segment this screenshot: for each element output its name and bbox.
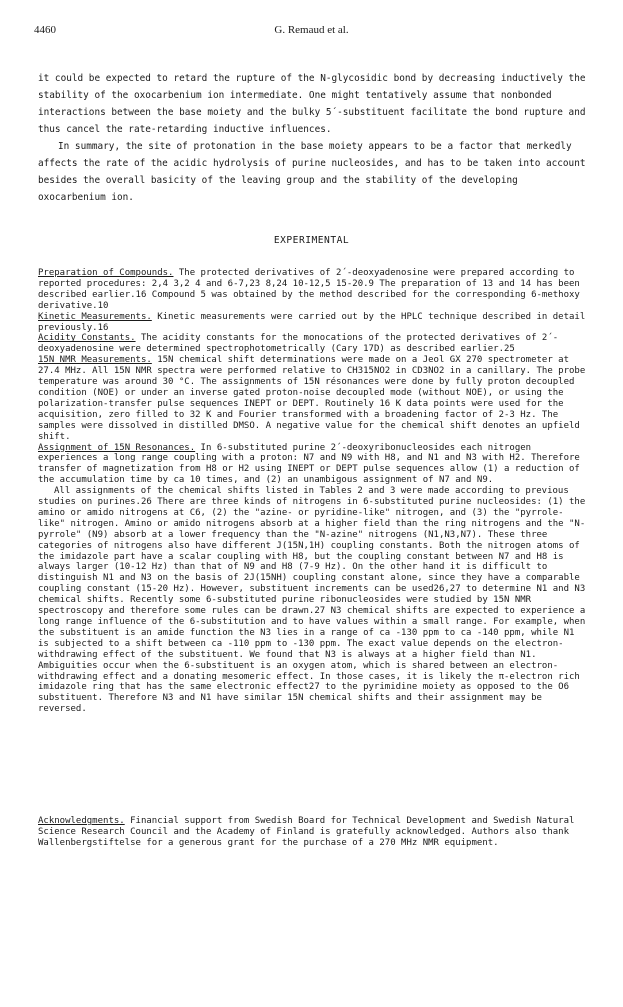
acknowledgments-paragraph [38, 816, 586, 849]
preparation-text: The protected derivatives of 2´-deoxyadenosine were prepared according to reported procedures: 2,4 3,2 4 and 6-7,23 8,24 10-12,5 15-20.9 The preparation of 13 and 14 has been described earlier.16 Compound 5 was obtained by the method described for the corresponding 6-methoxy derivative.10 [38, 268, 580, 311]
assignment-paragraph [38, 443, 586, 487]
discussion-paragraph: it could be expected to retard the rupture of the N-glycosidic bond by decreasing inductively the stability of the oxocarbenium ion intermediate. One might tentatively assume that nonbonded interactions between the base moiety and the bulky 5´-substituent facilitate the bond rupture and thus cancel the rate-retarding inductive influences. [38, 73, 586, 135]
acidity-text: The acidity constants for the monocations of the protected derivatives of 2´-deoxyadenosine were determined spectrophotometrically (Cary 17D) as described earlier.25 [38, 333, 559, 355]
nmr-paragraph [38, 355, 586, 442]
preparation-paragraph [38, 268, 586, 312]
kinetic-title: Kinetic Measurements. [38, 311, 152, 322]
page-number: 4460 [34, 24, 56, 36]
summary-paragraph: In summary, the site of protonation in the base moiety appears to be a factor that merkedly affects the rate of the acidic hydrolysis of purine nucleosides, and has to be taken into account besides the overall basicity of the leaving group and the stability of the developing oxocarbenium ion. [38, 141, 586, 203]
assignment-title: Assignment of 15N Resonances. [38, 442, 196, 453]
page-header [34, 24, 589, 40]
nmr-text: 15N chemical shift determinations were made on a Jeol GX 270 spectrometer at 27.4 MHz. All 15N NMR spectra were performed relative to CH315NO2 in CD3NO2 in a canillary. The probe temperature was around 30 °C. The assignments of 15N résonances were done by fully proton decoupled condition (NOE) or under an inverse gated proton-noise decoupled mode (without NOE), or using the polarization-transfer pulse sequences INEPT or DEPT. Routinely 16 K data points were used for the acquisition, zero filled to 32 K and Fourier transformed with a broadening factor of 2-3 Hz. The samples were dissolved in distilled DMSO. A negative value for the chemical shift denotes an upfield shift. [38, 355, 586, 442]
acidity-paragraph [38, 333, 586, 355]
discussion-conclusion [38, 70, 586, 206]
nmr-title: 15N NMR Measurements. [38, 355, 152, 366]
assignments-detail-paragraph: All assignments of the chemical shifts listed in Tables 2 and 3 were made according to previous studies on purines.26 There are three kinds of nitrogens in 6-substituted purine nucleosides: (1) the amino or amido nitrogens at C6, (2) the "azine- or pyridine-like" nitrogen, and (3) the "pyrrole-like" nitrogen. Amino or amido nitrogens absorb at a higher field than the ring nitrogens and the "N-pyrrole" (N9) absorb at a lower frequency than the "N-azine" nitrogens (N1,N3,N7). These three categories of nitrogens also have different J(15N,1H) coupling constants. Both the nitrogen atoms of the imidazole part have a scalar coupling with H8, but the coupling constant between N7 and H8 is always larger (10-12 Hz) than that of N9 and H8 (7-9 Hz). On the other hand it is difficult to distinguish N1 and N3 on the basis of 2J(15NH) coupling constant alone, since they have a comparable coupling constant (15-20 Hz). However, substituent increments can be used26,27 to determine N1 and N3 chemical shifts. Recently some 6-substituted purine ribonucleosides were studied by 15N NMR spectroscopy and therefore some rules can be drawn.27 N3 chemical shifts are expected to experience a long range influence of the 6-substitution and to have values within a small range. For example, when the substituent is an amide function the N3 lies in a range of ca -130 ppm to ca -140 ppm, while N1 is subjected to a shift between ca -110 ppm to -130 ppm. The exact value depends on the electron-withdrawing effect of the substituent. We found that N3 is always at a higher field than N1. Ambiguities occur when the 6-substituent is an oxygen atom, which is shared between an electron-withdrawing effect and a donating mesomeric effect. In those cases, it is likely the π-electron rich imidazole ring that has the same electronic effect27 to the pyrimidine moiety as opposed to the O6 substituent. Therefore N3 and N1 have similar 15N chemical shifts and their assignment may be reversed. [38, 486, 586, 715]
preparation-title: Preparation of Compounds. [38, 268, 174, 278]
running-head: G. Remaud et al. [274, 24, 349, 36]
kinetic-paragraph [38, 312, 586, 334]
experimental-section [38, 268, 586, 715]
acknowledgments-title: Acknowledgments. [38, 816, 125, 826]
section-heading: EXPERIMENTAL [273, 235, 350, 246]
acidity-title: Acidity Constants. [38, 333, 136, 344]
kinetic-text: Kinetic measurements were carried out by the HPLC technique described in detail previously.16 [38, 311, 586, 333]
acknowledgments-section [38, 816, 586, 849]
assignment-text: In 6-substituted purine 2´-deoxyribonucleosides each nitrogen experiences a long range coupling with a proton: N7 and N9 with H8, and N1 and N3 with H2. Therefore transfer of magnetization from H8 or H2 using INEPT or DEPT pulse sequences allow (1) a reduction of the accumulation time by ca 10 times, and (2) an unambigous assignment of N7 and N9. [38, 442, 580, 486]
acknowledgments-text: Financial support from Swedish Board for Technical Development and Swedish Natural Science Research Council and the Academy of Finland is gratefully acknowledged. Authors also thank Wallenbergstiftelse for a generous grant for the purchase of a 270 MHz NMR equipment. [38, 816, 575, 848]
